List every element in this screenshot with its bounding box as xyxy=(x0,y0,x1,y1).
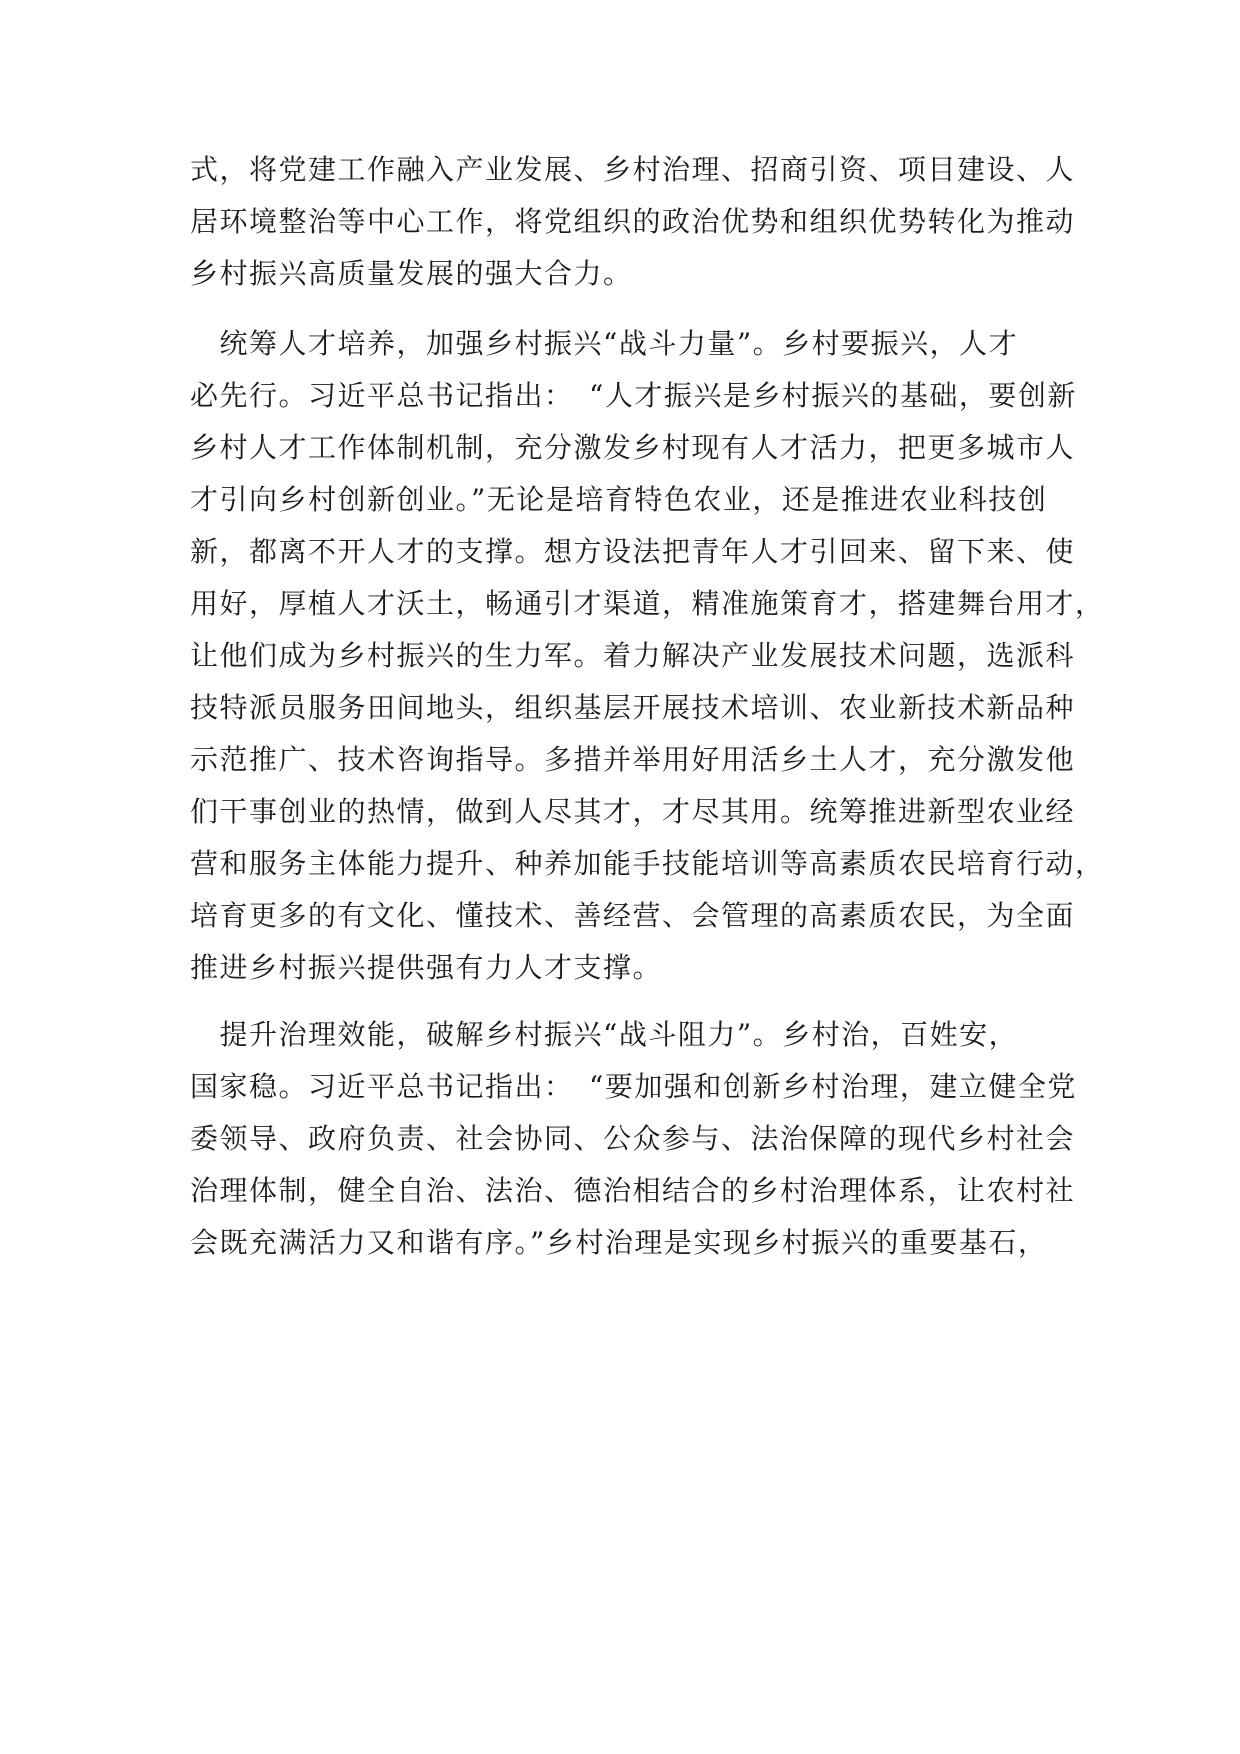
paragraph-line: 国家稳。习近平总书记指出： “要加强和创新乡村治理，建立健全党 xyxy=(190,1070,1077,1103)
paragraph-line: 新，都离不开人才的支撑。想方设法把青年人才引回来、留下来、使 xyxy=(190,535,1076,568)
paragraph-line: 营和服务主体能力提升、种养加能手技能培训等高素质农民培育行动， xyxy=(190,847,1105,880)
paragraph-line: 会既充满活力又和谐有序。”乡村治理是实现乡村振兴的重要基石， xyxy=(190,1226,1048,1259)
paragraph-line: 必先行。习近平总书记指出： “人才振兴是乡村振兴的基础，要创新 xyxy=(190,379,1077,412)
paragraph-line: 乡村人才工作体制机制，充分激发乡村现有人才活力，把更多城市人 xyxy=(190,431,1076,464)
paragraph-line: 培育更多的有文化、懂技术、善经营、会管理的高素质农民，为全面 xyxy=(190,899,1076,932)
paragraph-line: 式，将党建工作融入产业发展、乡村治理、招商引资、项目建设、人 xyxy=(190,153,1076,186)
paragraph-line: 用好，厚植人才沃土，畅通引才渠道，精准施策育才，搭建舞台用才， xyxy=(190,587,1105,620)
paragraph-line: 治理体制，健全自治、法治、德治相结合的乡村治理体系，让农村社 xyxy=(190,1174,1076,1207)
paragraph-line: 提升治理效能，破解乡村振兴“战斗阻力”。乡村治，百姓安， xyxy=(190,1018,1019,1051)
paragraph-line: 委领导、政府负责、社会协同、公众参与、法治保障的现代乡村社会 xyxy=(190,1122,1076,1155)
paragraph-line: 让他们成为乡村振兴的生力军。着力解决产业发展技术问题，选派科 xyxy=(190,639,1076,672)
paragraph-line: 乡村振兴高质量发展的强大合力。 xyxy=(190,257,633,290)
paragraph-line: 示范推广、技术咨询指导。多措并举用好用活乡土人才，充分激发他 xyxy=(190,743,1076,776)
paragraph-line: 技特派员服务田间地头，组织基层开展技术培训、农业新技术新品种 xyxy=(190,691,1076,724)
paragraph-line: 统筹人才培养，加强乡村振兴“战斗力量”。乡村要振兴，人才 xyxy=(190,327,1019,360)
paragraph-line: 们干事创业的热情，做到人尽其才，才尽其用。统筹推进新型农业经 xyxy=(190,795,1076,828)
paragraph-line: 推进乡村振兴提供强有力人才支撑。 xyxy=(190,951,663,984)
paragraph-line: 居环境整治等中心工作，将党组织的政治优势和组织优势转化为推动 xyxy=(190,205,1076,238)
paragraph-line: 才引向乡村创新创业。”无论是培育特色农业，还是推进农业科技创 xyxy=(190,483,1048,516)
